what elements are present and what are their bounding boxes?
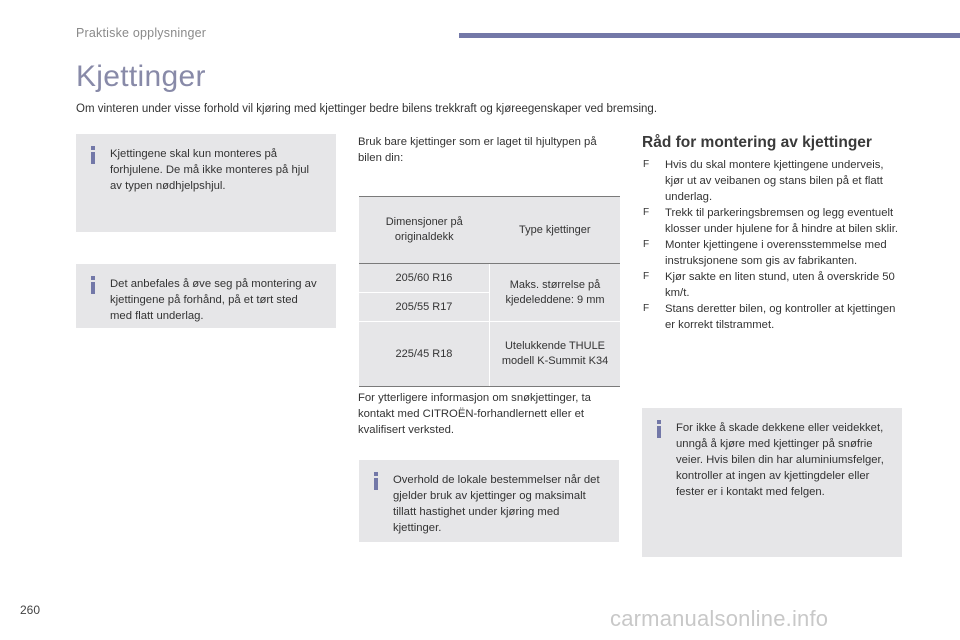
bullet-icon: F xyxy=(643,271,650,282)
table-cell: Maks. størrelse på kjedeleddene: 9 mm xyxy=(490,264,621,322)
info-note-front-wheels xyxy=(76,134,336,232)
page-number: 260 xyxy=(20,603,41,617)
watermark: carmanualsonline.info xyxy=(610,606,829,631)
note-text: For ikke å skade dekkene eller veidekket, unngå å kjøre med kjettinger på snøfrie veier. Hvis bilen din har aluminiumsfelger, kontroller at ingen av kjettingdeler eller fester er i kontakt med felgen. xyxy=(676,422,884,498)
tire-chain-table xyxy=(359,196,620,387)
note-text: Det anbefales å øve seg på montering av kjettingene på forhånd, på et tørt sted med flatt underlag. xyxy=(110,278,317,322)
list-item xyxy=(643,205,905,237)
header-bar xyxy=(459,33,960,38)
list-item-text: Monter kjettingene i overensstemmelse med instruksjonene som gis av fabrikanten. xyxy=(665,239,887,267)
table-row xyxy=(359,322,620,387)
table-cell: 225/45 R18 xyxy=(359,322,490,387)
list-item-text: Kjør sakte en liten stund, uten å overskride 50 km/t. xyxy=(665,271,895,299)
info-icon xyxy=(88,146,98,164)
bullet-icon: F xyxy=(643,159,650,170)
section-header: Praktiske opplysninger xyxy=(76,26,207,40)
info-icon xyxy=(371,472,381,490)
bullet-icon: F xyxy=(643,239,650,250)
table-cell: 205/55 R17 xyxy=(359,293,490,322)
bullet-icon: F xyxy=(643,303,650,314)
info-note-practice xyxy=(76,264,336,328)
note-text: Kjettingene skal kun monteres på forhjulene. De må ikke monteres på hjul av typen nødhjelpshjul. xyxy=(110,148,310,192)
page-title: Kjettinger xyxy=(76,60,206,93)
bullet-icon: F xyxy=(643,207,650,218)
list-item-text: Trekk til parkeringsbremsen og legg eventuelt klosser under hjulene for å hindre at bilen sklir. xyxy=(665,207,898,235)
info-icon xyxy=(654,420,664,438)
chain-type-intro: Bruk bare kjettinger som er laget til hjultypen på bilen din: xyxy=(358,136,597,164)
table-header-dimensions: Dimensjoner på originaldekk xyxy=(359,197,490,264)
list-item xyxy=(643,301,905,333)
table-header-chain-type: Type kjettinger xyxy=(490,197,621,264)
list-item xyxy=(643,157,905,205)
info-note-tire-damage xyxy=(642,408,902,557)
info-icon xyxy=(88,276,98,294)
list-item xyxy=(643,269,905,301)
intro-text: Om vinteren under visse forhold vil kjøring med kjettinger bedre bilens trekkraft og kjøreegenskaper ved bremsing. xyxy=(76,103,658,115)
advice-list xyxy=(643,157,905,333)
dealer-info-text: For ytterligere informasjon om snøkjettinger, ta kontakt med CITROËN-forhandlernett eller et kvalifisert verksted. xyxy=(358,392,591,436)
list-item xyxy=(643,237,905,269)
list-item-text: Hvis du skal montere kjettingene underveis, kjør ut av veibanen og stans bilen på et flatt underlag. xyxy=(665,159,884,203)
table-row xyxy=(359,264,620,293)
advice-heading: Råd for montering av kjettinger xyxy=(642,134,872,151)
info-note-regulations xyxy=(359,460,619,542)
table-cell: 205/60 R16 xyxy=(359,264,490,293)
note-text: Overhold de lokale bestemmelser når det gjelder bruk av kjettinger og maksimalt tillatt hastighet under kjøring med kjettinger. xyxy=(393,474,600,534)
table-cell: Utelukkende THULE modell K-Summit K34 xyxy=(490,322,621,387)
list-item-text: Stans deretter bilen, og kontroller at kjettingen er korrekt tilstrammet. xyxy=(665,303,896,331)
